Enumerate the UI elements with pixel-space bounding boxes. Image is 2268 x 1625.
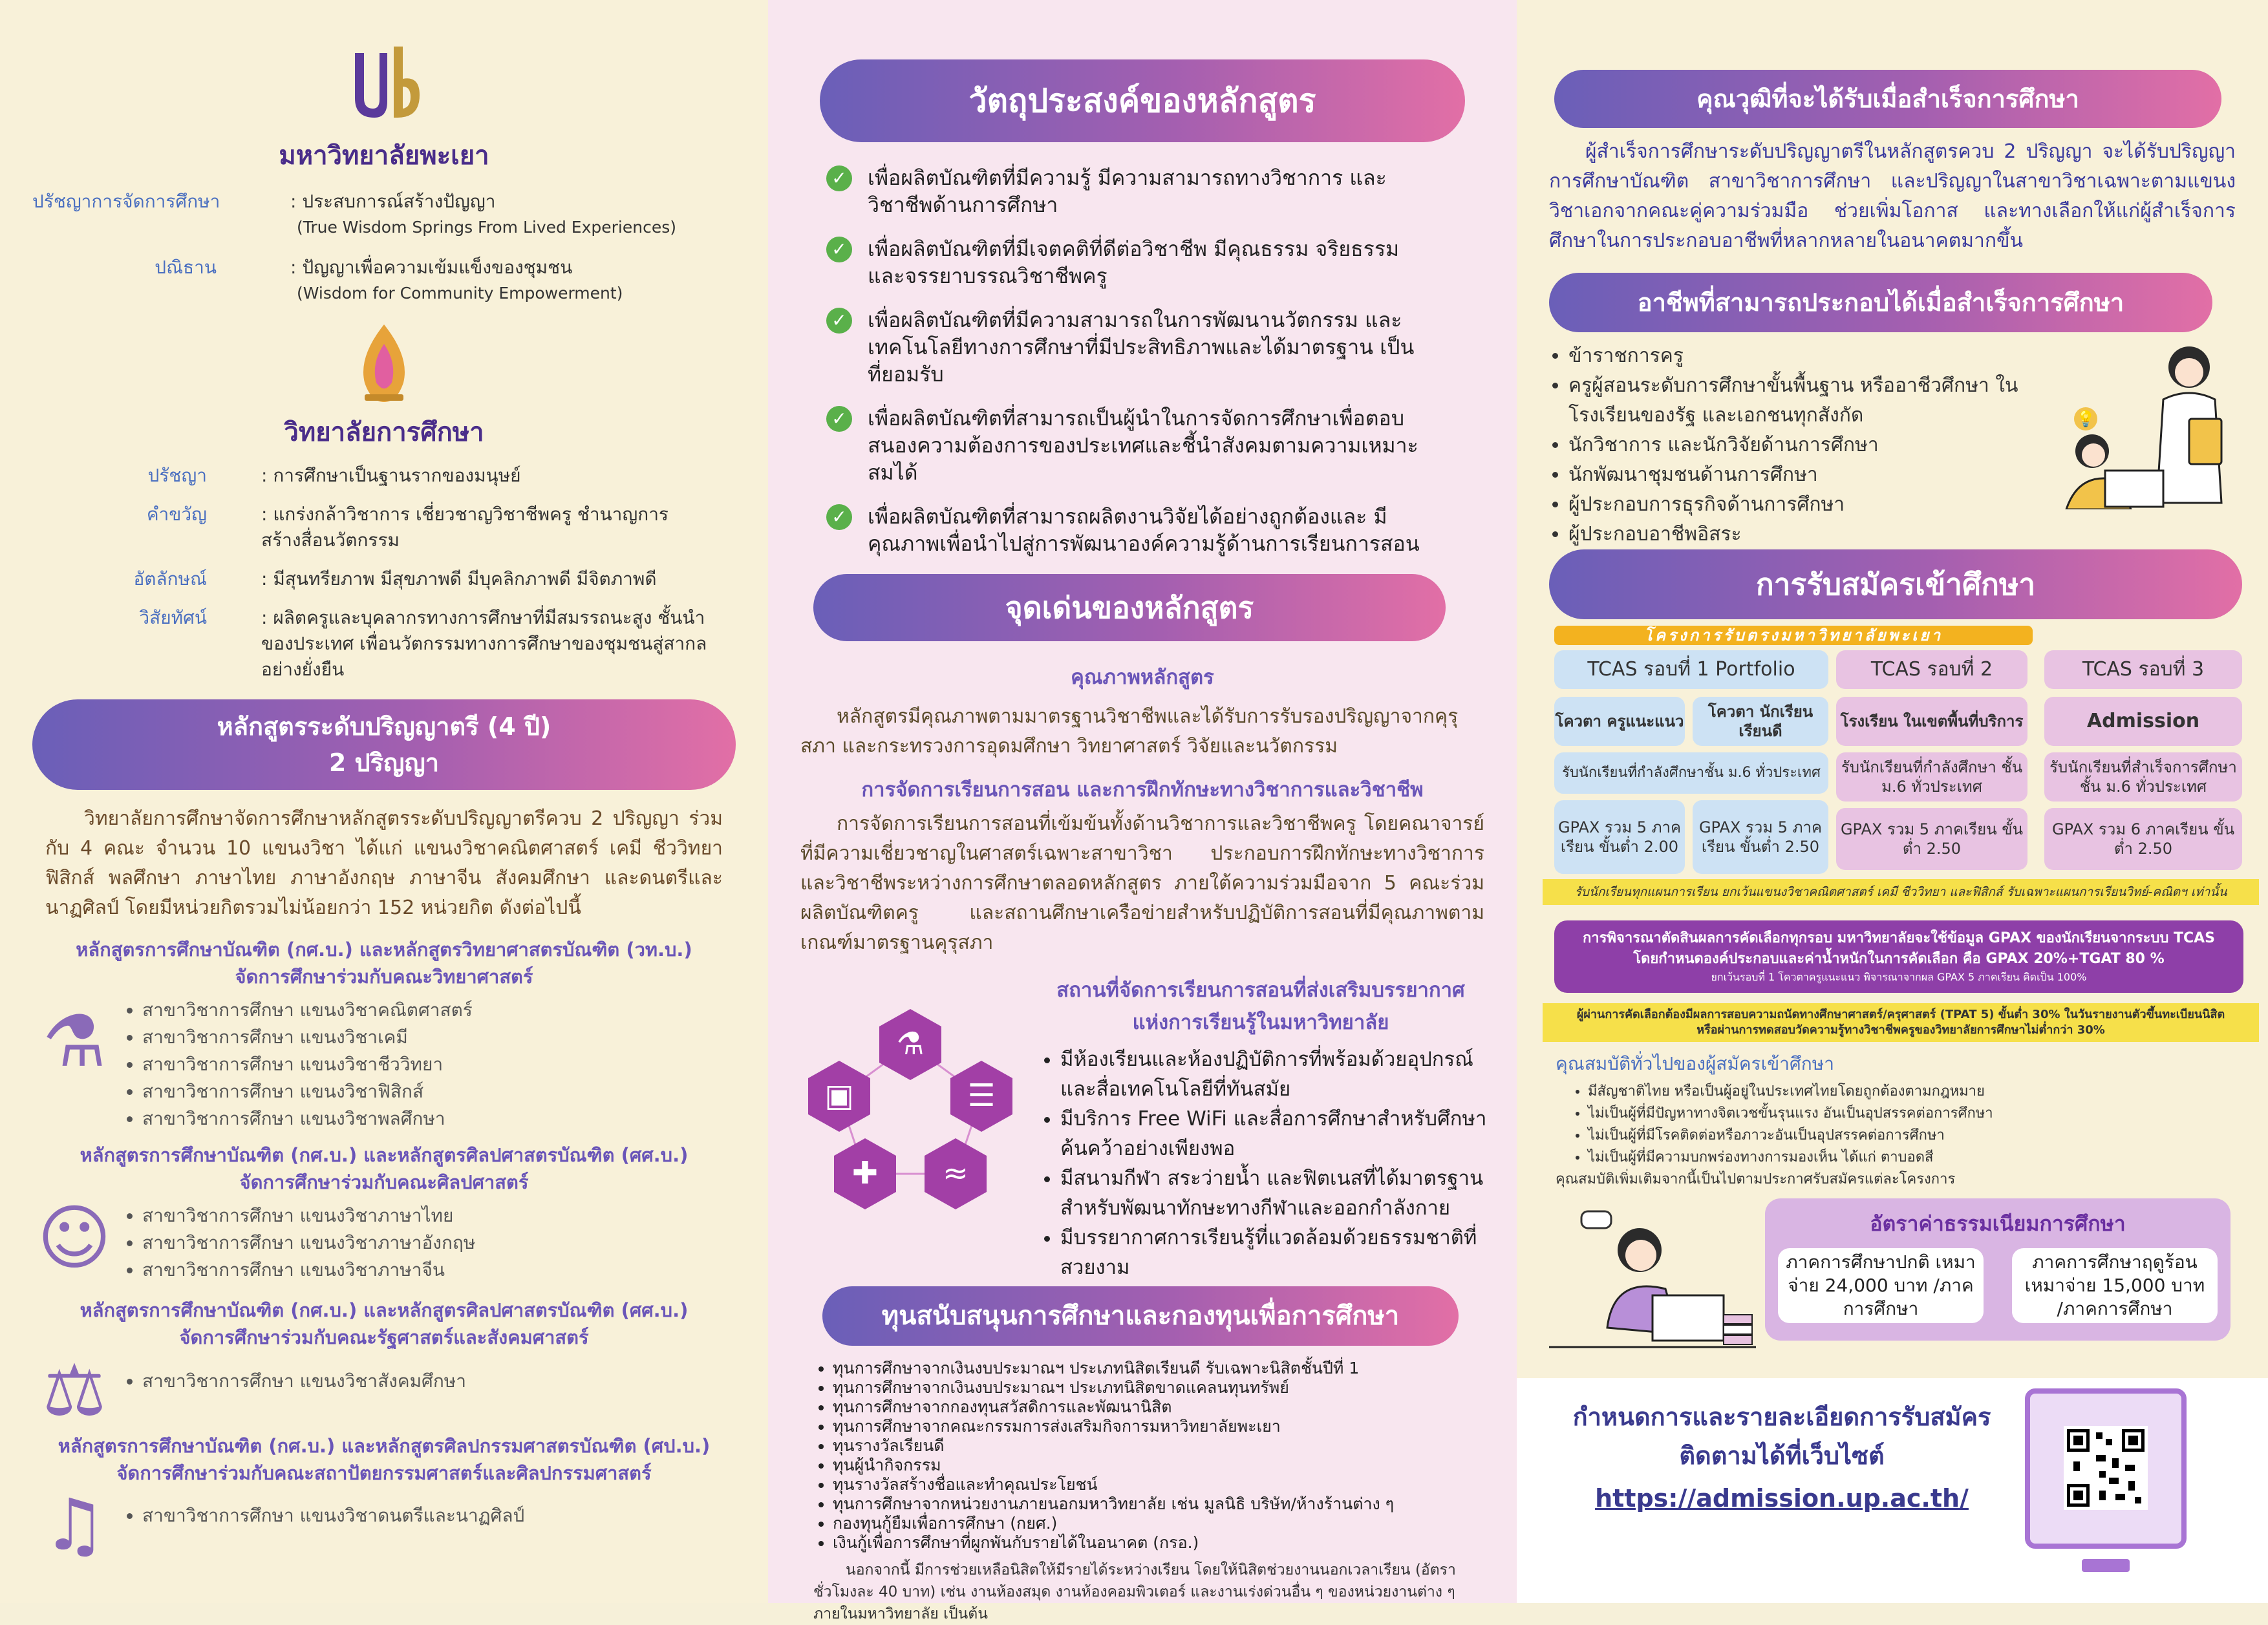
- general-qualifications-note: คุณสมบัติเพิ่มเติมจากนี้เป็นไปตามประกาศรับสมัครแต่ละโครงการ: [1556, 1171, 1956, 1187]
- teacher-student-illustration: [2034, 341, 2241, 509]
- plan-note: รับนักเรียนทุกแผนการเรียน ยกเว้นแขนงวิชาคณิตศาสตร์ เคมี ชีววิทยา และฟิสิกส์ รับเฉพาะแผนการเรียนวิทย์-คณิตฯ เท่านั้น: [1543, 879, 2259, 905]
- round2-eligibility: รับนักเรียนที่กำลังศึกษา ชั้น ม.6 ทั่วประเทศ: [1836, 752, 2027, 802]
- list-item: • มีบริการ Free WiFi และสื่อการศึกษาสำหรับศึกษาค้นคว้าอย่างเพียงพอ: [1060, 1104, 1491, 1163]
- fee-title: อัตราค่าธรรมเนียมการศึกษา: [1870, 1211, 2126, 1236]
- svg-text:⚗: ⚗: [896, 1026, 925, 1062]
- admission-round: Admission: [2044, 697, 2242, 746]
- program-block: [32, 1142, 736, 1284]
- admission-website-link[interactable]: https://admission.up.ac.th/: [1595, 1484, 1969, 1513]
- admission-banner: การรับสมัครเข้าศึกษา: [1549, 549, 2242, 619]
- resolve-value: : ปัญญาเพื่อความเข้มแข็งของชุมชน: [290, 257, 573, 278]
- college-row-value: : การศึกษาเป็นฐานรากของมนุษย์: [261, 465, 521, 486]
- facilities-list: [1031, 1045, 1491, 1282]
- program-title: หลักสูตรการศึกษาบัณฑิต (กศ.บ.) และหลักสูตรศิลปศาสตรบัณฑิต (ศศ.บ.): [80, 1299, 689, 1321]
- scholarship-banner: ทุนสนับสนุนการศึกษาและกองทุนเพื่อการศึกษา: [822, 1286, 1459, 1346]
- college-row-label: คำขวัญ: [146, 504, 207, 525]
- globe-gavel-icon: ⚖: [42, 1349, 107, 1432]
- program-block: [32, 1432, 736, 1566]
- check-icon: ✓: [826, 406, 852, 432]
- program-title: หลักสูตรการศึกษาบัณฑิต (กศ.บ.) และหลักสูตรวิทยาศาสตรบัณฑิต (วท.บ.): [76, 939, 692, 961]
- middle-panel: [768, 0, 1517, 1622]
- list-item: • มีห้องเรียนและห้องปฏิบัติการที่พร้อมด้วยอุปกรณ์และสื่อเทคโนโลยีที่ทันสมัย: [1060, 1045, 1491, 1104]
- teaching-text: การจัดการเรียนการสอนที่เข้มข้นทั้งด้านวิชาการและวิชาชีพครู โดยคณาจารย์ที่มีความเชี่ยวชาญในศาสตร์เฉพาะสาขาวิชา ประกอบการฝึกทักษะทางวิชาการและวิชาชีพระหว่างการศึกษาตลอดหลักสูตร ภายใต้ความร่วมมือจาก 5 คณะร่วมผลิตบัณฑิตครู และสถานศึกษาเครือข่ายสำหรับปฏิบัติการสอนที่มีคุณภาพตามเกณฑ์มาตรฐานคุรุสภา: [800, 812, 1484, 954]
- philosophy-row: [32, 189, 736, 240]
- language-people-icon: ☺: [37, 1196, 112, 1279]
- lab-flask-icon: ⚗: [42, 1000, 107, 1083]
- qr-code-frame: [2025, 1388, 2187, 1549]
- list-item: • ทุนการศึกษาจากเงินงบประมาณฯ ประเภทนิสิตขาดแคลนทุนทรัพย์: [833, 1378, 1491, 1397]
- program-list: [116, 1489, 524, 1560]
- list-item: • ไม่เป็นผู้ที่มีความบกพร่องทางการมองเห็น ได้แก่ ตาบอดสี: [1588, 1147, 2242, 1169]
- list-item: • ทุนการศึกษาจากคณะกรรมการส่งเสริมกิจการมหาวิทยาลัยพะเยา: [833, 1417, 1491, 1436]
- college-name: วิทยาลัยการศึกษา: [284, 418, 484, 447]
- list-item: • สาขาวิชาการศึกษา แขนงวิชาภาษาจีน: [142, 1257, 475, 1284]
- service-area-school: โรงเรียน ในเขตพื้นที่บริการ: [1836, 697, 2027, 746]
- resolve-label: ปณิธาน: [155, 257, 217, 278]
- college-row-label: อัตลักษณ์: [133, 568, 207, 589]
- career-banner: อาชีพที่สามารถประกอบได้เมื่อสำเร็จการศึกษา: [1549, 273, 2212, 332]
- right-panel: [1517, 0, 2268, 1603]
- college-logo: [345, 318, 423, 409]
- college-row: [32, 502, 736, 553]
- list-item: • สาขาวิชาการศึกษา แขนงวิชาภาษาอังกฤษ: [142, 1229, 475, 1257]
- list-item: ✓ เพื่อผลิตบัณฑิตที่สามารถเป็นผู้นำในการจัดการศึกษาเพื่อตอบ สนองความต้องการของประเทศและชี้นำสังคมตามความเหมาะสมได้: [826, 405, 1491, 486]
- list-item: ✓ เพื่อผลิตบัณฑิตที่มีความสามารถในการพัฒนานวัตกรรม และเทคโนโลยีทางการศึกษาที่มีประสิทธิภาพและได้มาตรฐาน เป็นที่ยอมรับ: [826, 306, 1491, 388]
- career-list: [1543, 341, 2034, 549]
- quota-good-grades: โควตา นักเรียนเรียนดี: [1693, 697, 1828, 746]
- check-icon: ✓: [826, 165, 852, 191]
- quota-counselor: โควตา ครูแนะแนว: [1554, 697, 1685, 746]
- list-item: • สาขาวิชาการศึกษา แขนงวิชาดนตรีและนาฏศิลป์: [142, 1502, 524, 1529]
- footer: [1517, 1378, 2268, 1603]
- list-item: ✓ เพื่อผลิตบัณฑิตที่มีความรู้ มีความสามารถทางวิชาการ และวิชาชีพด้านการศึกษา: [826, 164, 1491, 218]
- resolve-en: (Wisdom for Community Empowerment): [297, 284, 623, 303]
- list-item: • ทุนรางวัลเรียนดี: [833, 1436, 1491, 1456]
- degree-intro: วิทยาลัยการศึกษาจัดการศึกษาหลักสูตรระดับปริญญาตรีควบ 2 ปริญญา ร่วมกับ 4 คณะ จำนวน 10 แขนงวิชา ได้แก่ แขนงวิชาคณิตศาสตร์ เคมี ชีววิทยา ฟิสิกส์ พลศึกษา ภาษาไทย ภาษาอังกฤษ ภาษาจีน สังคมศึกษา และดนตรีและนาฏศิลป์ โดยมีหน่วยกิตรวมไม่น้อยกว่า 152 หน่วยกิต ดังต่อไปนี้: [45, 807, 723, 919]
- program-subtitle: จัดการศึกษาร่วมกับคณะวิทยาศาสตร์: [235, 966, 533, 988]
- round1-gpax-b: GPAX รวม 5 ภาคเรียน ขั้นต่ำ 2.50: [1693, 800, 1828, 874]
- program-subtitle: จัดการศึกษาร่วมกับคณะศิลปศาสตร์: [239, 1171, 529, 1193]
- philosophy-label: ปรัชญาการจัดการศึกษา: [32, 191, 220, 212]
- program-subtitle: จัดการศึกษาร่วมกับคณะสถาปัตยกรรมศาสตร์และศิลปกรรมศาสตร์: [116, 1462, 652, 1484]
- list-item: • ผู้ประกอบอาชีพอิสระ: [1568, 520, 2034, 549]
- program-block: [32, 1297, 736, 1432]
- list-item: • ทุนรางวัลสร้างชื่อและทำคุณประโยชน์: [833, 1475, 1491, 1494]
- list-item: • มีบรรยากาศการเรียนรู้ที่แวดล้อมด้วยธรรมชาติที่สวยงาม: [1060, 1223, 1491, 1282]
- degree-banner-line1: หลักสูตรระดับปริญญาตรี (4 ปี): [217, 712, 551, 741]
- qualification-banner: คุณวุฒิที่จะได้รับเมื่อสำเร็จการศึกษา: [1554, 70, 2221, 128]
- student-laptop-illustration: [1543, 1198, 1756, 1354]
- svg-text:▣: ▣: [824, 1078, 854, 1114]
- list-item: • ผู้ประกอบการธุรกิจด้านการศึกษา: [1568, 490, 2034, 520]
- list-item: • ไม่เป็นผู้ที่มีโรคติดต่อหรือภาวะอันเป็นอุปสรรคต่อการศึกษา: [1588, 1125, 2242, 1147]
- general-qualifications-list: [1543, 1081, 2242, 1169]
- list-item: • สาขาวิชาการศึกษา แขนงวิชาฟิสิกส์: [142, 1078, 473, 1105]
- fee-box: [1765, 1198, 2231, 1341]
- round1-eligibility: รับนักเรียนที่กำลังศึกษาชั้น ม.6 ทั่วประเทศ: [1554, 752, 1828, 794]
- list-item: • มีสนามกีฬา สระว่ายน้ำ และฟิตเนสที่ได้มาตรฐาน สำหรับพัฒนาทักษะทางกีฬาและออกกำลังกาย: [1060, 1163, 1491, 1223]
- fee-regular: ภาคการศึกษาปกติ เหมาจ่าย 24,000 บาท /ภาคการศึกษา: [1778, 1248, 1984, 1323]
- program-title: หลักสูตรการศึกษาบัณฑิต (กศ.บ.) และหลักสูตรศิลปกรรมศาสตรบัณฑิต (ศป.บ.): [58, 1435, 711, 1457]
- list-item: • มีสัญชาติไทย หรือเป็นผู้อยู่ในประเทศไทยโดยถูกต้องตามกฎหมาย: [1588, 1081, 2242, 1103]
- college-row: [32, 463, 736, 489]
- facilities-title: สถานที่จัดการเรียนการสอนที่ส่งเสริมบรรยากาศ: [1056, 979, 1465, 1002]
- list-item: • สาขาวิชาการศึกษา แขนงวิชาสังคมศึกษา: [142, 1368, 466, 1395]
- check-icon: ✓: [826, 237, 852, 262]
- tcas-round1-tab: TCAS รอบที่ 1 Portfolio: [1554, 650, 1828, 689]
- tcas-round2-tab: TCAS รอบที่ 2: [1836, 650, 2027, 689]
- college-row-label: ปรัชญา: [147, 465, 207, 486]
- program-list: [116, 997, 473, 1132]
- facilities-subtitle: แห่งการเรียนรู้ในมหาวิทยาลัย: [1132, 1011, 1389, 1034]
- college-row: [32, 566, 736, 592]
- list-item: • เงินกู้เพื่อการศึกษาที่ผูกพันกับรายได้ในอนาคต (กรอ.): [833, 1533, 1491, 1553]
- qr-stand: [2082, 1559, 2130, 1572]
- philosophy-en: (True Wisdom Springs From Lived Experiences): [297, 218, 676, 237]
- list-item: • สาขาวิชาการศึกษา แขนงวิชาพลศึกษา: [142, 1105, 473, 1132]
- list-item: • กองทุนกู้ยืมเพื่อการศึกษา (กยศ.): [833, 1514, 1491, 1533]
- list-item: • ทุนผู้นำกิจกรรม: [833, 1456, 1491, 1475]
- project-banner: โครงการรับตรงมหาวิทยาลัยพะเยา: [1554, 626, 2033, 645]
- program-subtitle: จัดการศึกษาร่วมกับคณะรัฐศาสตร์และสังคมศาสตร์: [179, 1326, 589, 1348]
- svg-text:☰: ☰: [967, 1078, 996, 1114]
- program-title: หลักสูตรการศึกษาบัณฑิต (กศ.บ.) และหลักสูตรศิลปศาสตรบัณฑิต (ศศ.บ.): [80, 1144, 689, 1166]
- teaching-title: การจัดการเรียนการสอน และการฝึกทักษะทางวิชาการและวิชาชีพ: [861, 778, 1424, 802]
- university-logo: [336, 40, 433, 131]
- round3-gpax: GPAX รวม 6 ภาคเรียน ขั้นต่ำ 2.50: [2044, 808, 2242, 870]
- college-row-value: : ผลิตครูและบุคลากรทางการศึกษาที่มีสมรรถนะสูง ชั้นนำของประเทศ เพื่อนวัตกรรมทางการศึกษาของชุมชนสู่สากล อย่างยั่งยืน: [261, 607, 707, 680]
- university-name: มหาวิทยาลัยพะเยา: [279, 141, 489, 171]
- scholarship-list: [794, 1359, 1491, 1553]
- tpat-note: ผู้ผ่านการคัดเลือกต้องมีผลการสอบความถนัดทางศึกษาศาสตร์/ครุศาสตร์ (TPAT 5) ขั้นต่ำ 30% ในวันรายงานตัวขึ้นทะเบียนนิสิต หรือผ่านการทดสอบวัดความรู้ทางวิชาชีพครูของวิทยาลัยการศึกษาไม่ต่ำกว่า 30%: [1543, 1003, 2259, 1042]
- list-item: • นักวิชาการ และนักวิจัยด้านการศึกษา: [1568, 430, 2034, 460]
- list-item: • นักพัฒนาชุมชนด้านการศึกษา: [1568, 460, 2034, 490]
- general-qualifications-title: คุณสมบัติทั่วไปของผู้สมัครเข้าศึกษา: [1556, 1053, 1834, 1074]
- music-dance-icon: ♫: [42, 1483, 107, 1566]
- list-item: • ไม่เป็นผู้ที่มีปัญหาทางจิตเวชขั้นรุนแรง อันเป็นอุปสรรคต่อการศึกษา: [1588, 1103, 2242, 1125]
- college-row-value: : มีสุนทรียภาพ มีสุขภาพดี มีบุคลิกภาพดี มีจิตภาพดี: [261, 568, 657, 589]
- list-item: • สาขาวิชาการศึกษา แขนงวิชาภาษาไทย: [142, 1202, 475, 1229]
- list-item: ✓ เพื่อผลิตบัณฑิตที่มีเจตคติที่ดีต่อวิชาชีพ มีคุณธรรม จริยธรรม และจรรยาบรรณวิชาชีพครู: [826, 235, 1491, 290]
- round1-gpax-a: GPAX รวม 5 ภาคเรียน ขั้นต่ำ 2.00: [1554, 800, 1685, 874]
- footer-line2: ติดตามได้ที่เว็บไซต์: [1679, 1441, 1885, 1470]
- admission-grid: [1543, 626, 2242, 910]
- list-item: ✓ เพื่อผลิตบัณฑิตที่สามารถผลิตงานวิจัยได้อย่างถูกต้องและ มีคุณภาพเพื่อนำไปสู่การพัฒนาองค์ความรู้ด้านการเรียนการสอน: [826, 503, 1491, 557]
- fee-summer: ภาคการศึกษาฤดูร้อน เหมาจ่าย 15,000 บาท /ภาคการศึกษา: [2012, 1248, 2218, 1323]
- check-icon: ✓: [826, 308, 852, 334]
- degree-banner: [32, 699, 736, 790]
- left-panel: [0, 0, 768, 1603]
- objectives-banner: วัตถุประสงค์ของหลักสูตร: [820, 59, 1465, 142]
- college-info: [32, 463, 736, 683]
- selection-criteria-box: การพิจารณาตัดสินผลการคัดเลือกทุกรอบ มหาวิทยาลัยจะใช้ข้อมูล GPAX ของนักเรียนจากระบบ TCAS โดยกำหนดองค์ประกอบและค่าน้ำหนักในการคัดเลือก คือ GPAX 20%+TGAT 80 % ยกเว้นรอบที่ 1 โควตาครูแนะแนว พิจารณาจากผล GPAX 5 ภาคเรียน คิดเป็น 100%: [1554, 920, 2243, 993]
- list-item: • สาขาวิชาการศึกษา แขนงวิชาเคมี: [142, 1024, 473, 1051]
- list-item: • ข้าราชการครู: [1568, 341, 2034, 371]
- scholarship-note: นอกจากนี้ มีการช่วยเหลือนิสิตให้มีรายได้ระหว่างเรียน โดยให้นิสิตช่วยงานนอกเวลาเรียน (อัตราชั่วโมงละ 40 บาท) เช่น งานห้องสมุด งานห้องคอมพิวเตอร์ และงานเร่งด่วนอื่น ๆ ของหน่วยงานต่าง ๆ ภายในมหาวิทยาลัย เป็นต้น: [813, 1562, 1456, 1622]
- objectives-list: [794, 164, 1491, 557]
- philosophy-value: : ประสบการณ์สร้างปัญญา: [290, 191, 496, 212]
- list-item: • ทุนการศึกษาจากหน่วยงานภายนอกมหาวิทยาลัย เช่น มูลนิธิ บริษัท/ห้างร้านต่าง ๆ: [833, 1494, 1491, 1514]
- qr-code[interactable]: [2064, 1426, 2148, 1510]
- footer-line1: กำหนดการและรายละเอียดการรับสมัคร: [1572, 1403, 1991, 1431]
- college-row: [32, 605, 736, 683]
- svg-text:💡: 💡: [2076, 410, 2095, 428]
- program-list: [116, 1202, 475, 1284]
- round2-gpax: GPAX รวม 5 ภาคเรียน ขั้นต่ำ 2.50: [1836, 808, 2027, 870]
- tcas-round3-tab: TCAS รอบที่ 3: [2044, 650, 2242, 689]
- svg-text:≈: ≈: [942, 1155, 969, 1191]
- program-block: [32, 936, 736, 1132]
- list-item: • สาขาวิชาการศึกษา แขนงวิชาชีววิทยา: [142, 1051, 473, 1078]
- degree-banner-line2: 2 ปริญญา: [328, 749, 440, 777]
- list-item: • ทุนการศึกษาจากเงินงบประมาณฯ ประเภทนิสิตเรียนดี รับเฉพาะนิสิตชั้นปีที่ 1: [833, 1359, 1491, 1378]
- college-row-label: วิสัยทัศน์: [139, 607, 207, 628]
- facilities-hexagon-graphic: [794, 999, 1027, 1232]
- college-row-value: : แกร่งกล้าวิชาการ เชี่ยวชาญวิชาชีพครู ชำนาญการสร้างสื่อนวัตกรรม: [261, 504, 669, 551]
- quality-title: คุณภาพหลักสูตร: [1071, 666, 1214, 689]
- list-item: • ครูผู้สอนระดับการศึกษาขั้นพื้นฐาน หรืออาชีวศึกษา ในโรงเรียนของรัฐ และเอกชนทุกสังกัด: [1568, 371, 2034, 430]
- list-item: • สาขาวิชาการศึกษา แขนงวิชาคณิตศาสตร์: [142, 997, 473, 1024]
- round3-eligibility: รับนักเรียนที่สำเร็จการศึกษา ชั้น ม.6 ทั่วประเทศ: [2044, 752, 2242, 802]
- resolve-row: [32, 255, 736, 306]
- svg-text:✚: ✚: [851, 1155, 879, 1191]
- qualification-text: ผู้สำเร็จการศึกษาระดับปริญญาตรีในหลักสูตรควบ 2 ปริญญา จะได้รับปริญญาการศึกษาบัณฑิต สาขาวิชาการศึกษา และปริญญาในสาขาวิชาเฉพาะตามแขนงวิชาเอกจากคณะคู่ความร่วมมือ ช่วยเพิ่มโอกาส และทางเลือกให้แก่ผู้สำเร็จการศึกษาในการประกอบอาชีพที่หลากหลายในอนาคตมากขึ้น: [1549, 140, 2236, 252]
- program-list: [116, 1355, 466, 1426]
- check-icon: ✓: [826, 504, 852, 530]
- list-item: • ทุนการศึกษาจากกองทุนสวัสดิการและพัฒนานิสิต: [833, 1397, 1491, 1417]
- highlights-banner: จุดเด่นของหลักสูตร: [813, 574, 1446, 641]
- quality-text: หลักสูตรมีคุณภาพตามมาตรฐานวิชาชีพและได้รับการรับรองปริญญาจากคุรุสภา และกระทรวงการอุดมศึกษา วิทยาศาสตร์ วิจัยและนวัตกรรม: [800, 705, 1459, 758]
